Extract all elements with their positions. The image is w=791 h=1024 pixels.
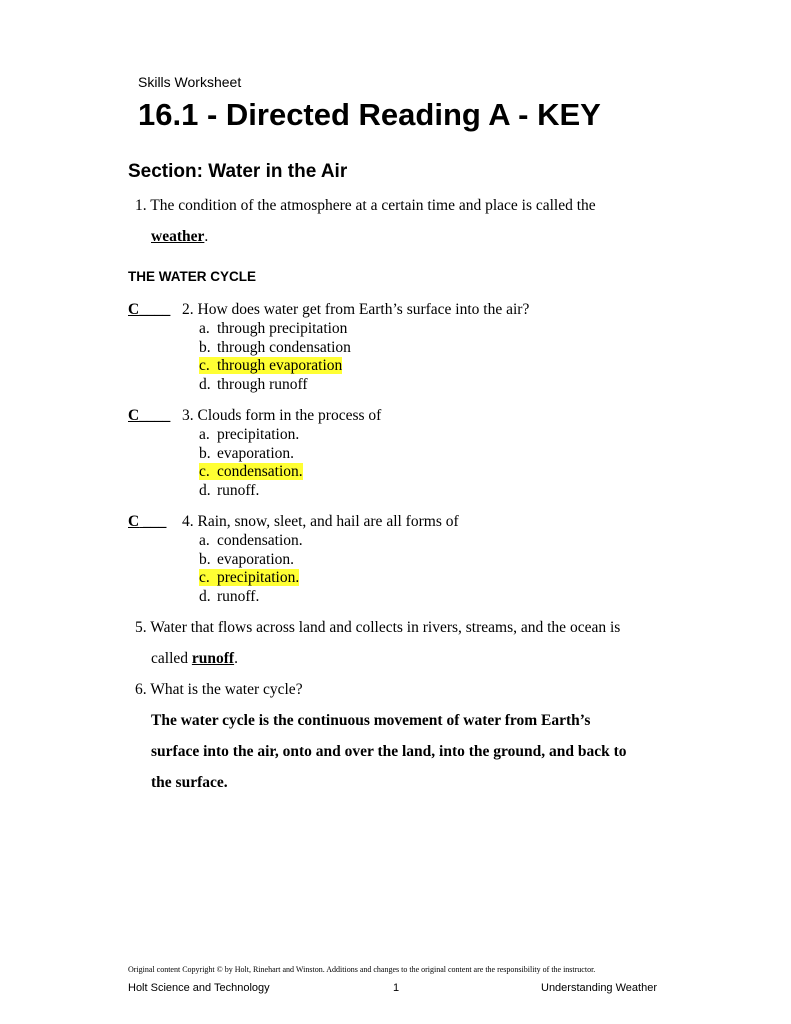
question-1 [135,197,596,215]
option-b: b. through condensation [199,338,351,356]
answer-line-1: The water cycle is the continuous movement of water from Earth’s [151,712,591,729]
answer-line-3: the surface. [151,774,228,791]
option-b: b. evaporation. [199,550,295,568]
question-2-stem: 2. How does water get from Earth’s surface into the air? [182,301,530,318]
question-number: 5. [135,619,147,636]
answer-runoff: runoff [191,650,235,667]
question-5 [135,619,620,637]
page-number: 1 [393,982,400,994]
option-d: d. through runoff [199,375,308,393]
punctuation: . [204,228,209,245]
option-a: a. precipitation. [199,426,300,443]
option-a: a. condensation. [199,532,303,549]
option-b: b. evaporation. [199,444,295,462]
option-d: d. runoff. [199,481,260,499]
option-c-correct: c. through evaporation [199,357,343,374]
worksheet-kicker: Skills Worksheet [138,74,242,90]
question-2 [128,301,170,319]
question-number: 1. [135,197,147,214]
subheading-water-cycle: THE WATER CYCLE [128,269,256,284]
option-c-correct: c. condensation. [199,463,303,480]
footer-chapter: Understanding Weather [541,982,657,994]
question-4 [128,513,166,531]
section-title: Section: Water in the Air [128,161,348,182]
answer-blank: C____ [128,407,171,424]
page-title: 16.1 - Directed Reading A - KEY [138,97,601,132]
footer-publisher: Holt Science and Technology [128,982,270,994]
answer-weather: weather [151,228,205,245]
question-3-stem: 3. Clouds form in the process of [182,407,382,424]
question-2-options [199,320,351,394]
option-c-correct: c. precipitation. [199,569,300,586]
question-1-answer-line [151,228,208,246]
answer-blank: C____ [128,301,171,318]
copyright-notice: Original content Copyright © by Holt, Rinehart and Winston. Additions and changes to the original content are the responsibility of the instructor. [128,965,596,974]
question-3-options [199,426,303,500]
question-4-stem: 4. Rain, snow, sleet, and hail are all forms of [182,513,459,530]
answer-line-2: surface into the air, onto and over the land, into the ground, and back to [151,743,627,760]
question-3 [128,407,170,425]
question-5-answer-line: called runoff. [151,650,238,667]
option-a: a. through precipitation [199,320,348,337]
question-text: Water that flows across land and collects in rivers, streams, and the ocean is [150,619,621,636]
question-6 [135,681,303,699]
question-4-options [199,532,303,606]
option-d: d. runoff. [199,587,260,605]
question-text: The condition of the atmosphere at a certain time and place is called the [150,197,596,214]
answer-blank: C ___ [128,513,167,530]
question-text: What is the water cycle? [150,681,303,698]
question-number: 6. [135,681,147,698]
